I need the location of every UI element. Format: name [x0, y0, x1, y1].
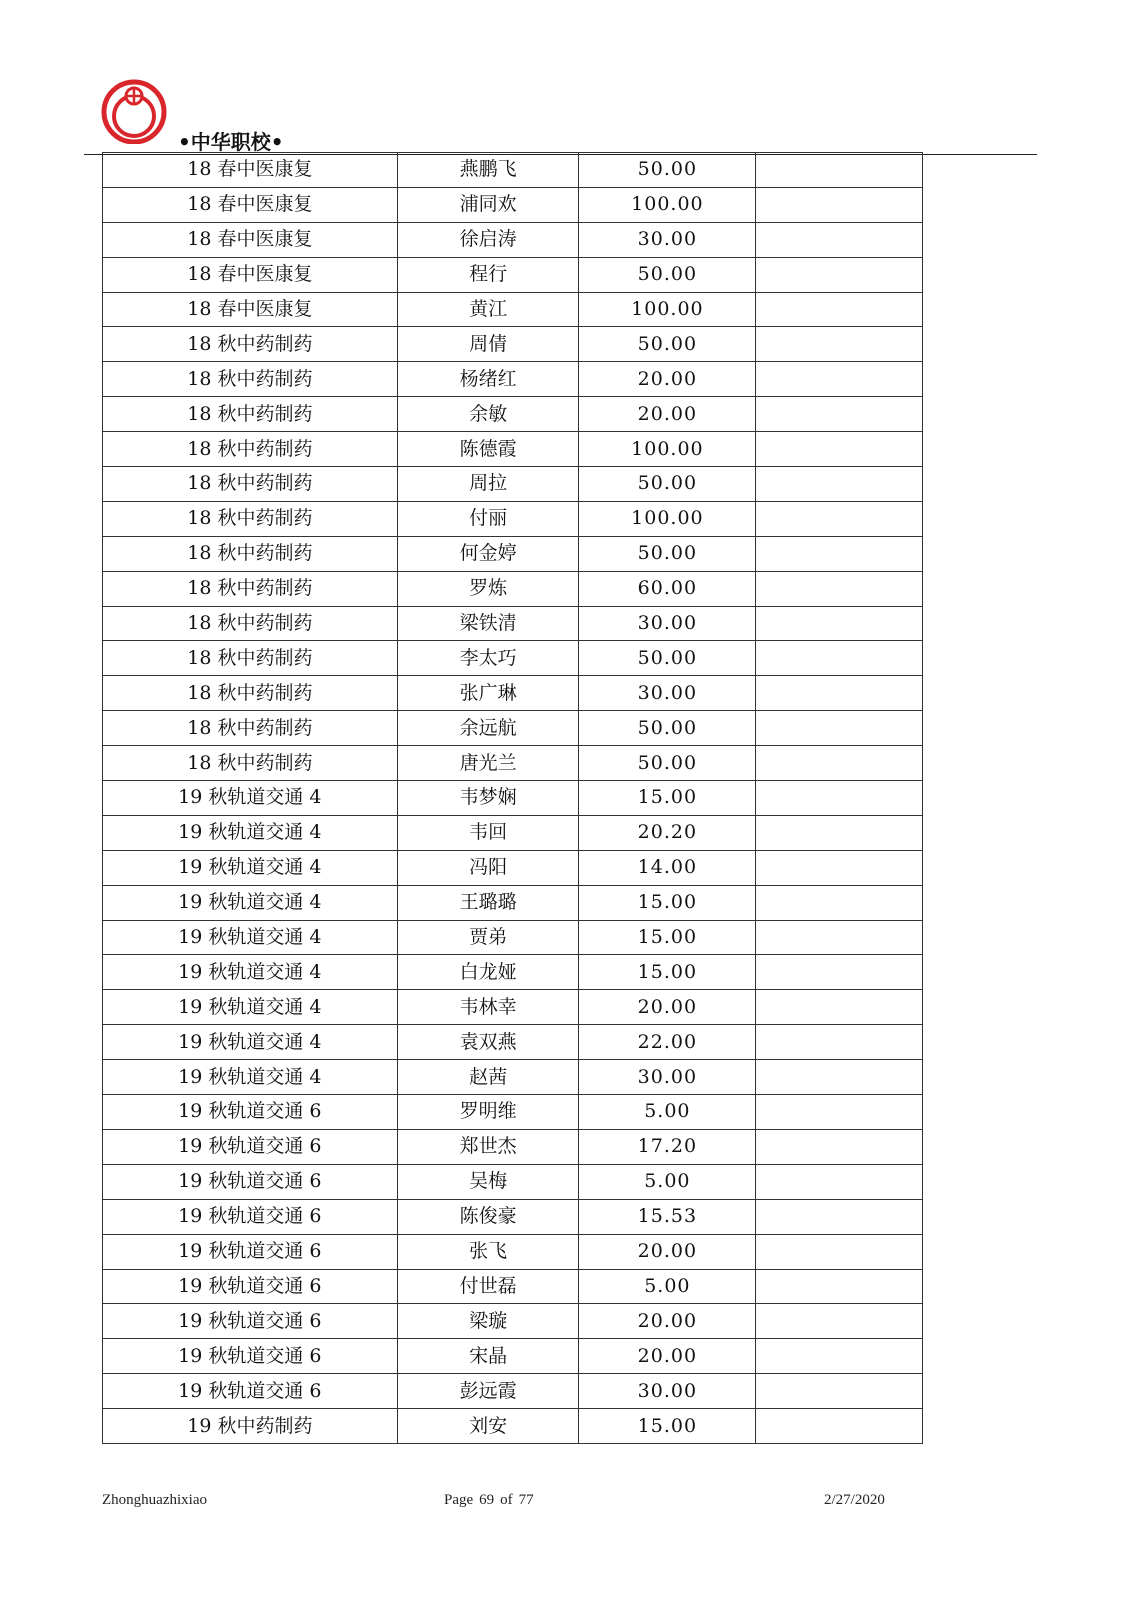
table-row: [103, 676, 923, 711]
table-row: [103, 1304, 923, 1339]
class-cell: 19 秋轨道交通 4: [103, 920, 398, 955]
amount-cell: 15.00: [579, 920, 756, 955]
class-cell: 18 秋中药制药: [103, 641, 398, 676]
table-row: [103, 397, 923, 432]
table-row: [103, 257, 923, 292]
amount-cell: 50.00: [579, 711, 756, 746]
amount-cell: 15.53: [579, 1199, 756, 1234]
name-cell: 彭远霞: [397, 1374, 579, 1409]
class-cell: 19 秋轨道交通 6: [103, 1269, 398, 1304]
amount-cell: 30.00: [579, 606, 756, 641]
class-cell: 18 秋中药制药: [103, 536, 398, 571]
note-cell: [756, 641, 923, 676]
amount-cell: 30.00: [579, 676, 756, 711]
name-cell: 周拉: [397, 467, 579, 502]
amount-cell: 17.20: [579, 1129, 756, 1164]
name-cell: 宋晶: [397, 1339, 579, 1374]
amount-cell: 60.00: [579, 571, 756, 606]
amount-cell: 5.00: [579, 1095, 756, 1130]
note-cell: [756, 536, 923, 571]
name-cell: 付世磊: [397, 1269, 579, 1304]
table-row: [103, 1025, 923, 1060]
note-cell: [756, 1060, 923, 1095]
note-cell: [756, 501, 923, 536]
table-body: [103, 153, 923, 1444]
class-cell: 19 秋轨道交通 4: [103, 815, 398, 850]
name-cell: 张广琳: [397, 676, 579, 711]
note-cell: [756, 467, 923, 502]
amount-cell: 14.00: [579, 850, 756, 885]
note-cell: [756, 1095, 923, 1130]
class-cell: 19 秋轨道交通 4: [103, 955, 398, 990]
note-cell: [756, 222, 923, 257]
table-row: [103, 641, 923, 676]
name-cell: 梁璇: [397, 1304, 579, 1339]
name-cell: 付丽: [397, 501, 579, 536]
class-cell: 18 秋中药制药: [103, 467, 398, 502]
name-cell: 周倩: [397, 327, 579, 362]
note-cell: [756, 885, 923, 920]
amount-cell: 15.00: [579, 1409, 756, 1444]
class-cell: 19 秋轨道交通 4: [103, 885, 398, 920]
amount-cell: 50.00: [579, 536, 756, 571]
table-row: [103, 432, 923, 467]
table-row: [103, 1199, 923, 1234]
name-cell: 罗炼: [397, 571, 579, 606]
class-cell: 18 秋中药制药: [103, 501, 398, 536]
table-row: [103, 920, 923, 955]
name-cell: 陈德霞: [397, 432, 579, 467]
amount-cell: 30.00: [579, 1374, 756, 1409]
name-cell: 程行: [397, 257, 579, 292]
class-cell: 18 秋中药制药: [103, 362, 398, 397]
class-cell: 19 秋轨道交通 6: [103, 1129, 398, 1164]
amount-cell: 20.00: [579, 990, 756, 1025]
note-cell: [756, 990, 923, 1025]
note-cell: [756, 1339, 923, 1374]
table-row: [103, 327, 923, 362]
amount-cell: 20.00: [579, 397, 756, 432]
amount-cell: 15.00: [579, 885, 756, 920]
table-row: [103, 1129, 923, 1164]
name-cell: 燕鹏飞: [397, 153, 579, 188]
page-word: Page: [444, 1492, 474, 1508]
donation-table: [102, 152, 923, 1444]
name-cell: 贾弟: [397, 920, 579, 955]
name-cell: 郑世杰: [397, 1129, 579, 1164]
table-row: [103, 885, 923, 920]
note-cell: [756, 815, 923, 850]
class-cell: 19 秋轨道交通 6: [103, 1164, 398, 1199]
table-row: [103, 571, 923, 606]
page-total: 77: [518, 1492, 534, 1508]
amount-cell: 20.00: [579, 362, 756, 397]
note-cell: [756, 1129, 923, 1164]
name-cell: 冯阳: [397, 850, 579, 885]
class-cell: 18 春中医康复: [103, 153, 398, 188]
school-name: •中华职校•: [178, 130, 284, 154]
table-row: [103, 1095, 923, 1130]
note-cell: [756, 187, 923, 222]
table-row: [103, 1060, 923, 1095]
class-cell: 19 秋中药制药: [103, 1409, 398, 1444]
note-cell: [756, 746, 923, 781]
name-cell: 何金婷: [397, 536, 579, 571]
table-row: [103, 850, 923, 885]
note-cell: [756, 606, 923, 641]
amount-cell: 50.00: [579, 746, 756, 781]
class-cell: 19 秋轨道交通 4: [103, 781, 398, 816]
note-cell: [756, 1374, 923, 1409]
class-cell: 18 秋中药制药: [103, 327, 398, 362]
class-cell: 19 秋轨道交通 6: [103, 1339, 398, 1374]
class-cell: 19 秋轨道交通 6: [103, 1234, 398, 1269]
amount-cell: 50.00: [579, 327, 756, 362]
name-cell: 余远航: [397, 711, 579, 746]
class-cell: 19 秋轨道交通 6: [103, 1199, 398, 1234]
name-cell: 陈俊豪: [397, 1199, 579, 1234]
table-row: [103, 1409, 923, 1444]
note-cell: [756, 955, 923, 990]
table-row: [103, 187, 923, 222]
name-cell: 韦梦娴: [397, 781, 579, 816]
name-cell: 李太巧: [397, 641, 579, 676]
note-cell: [756, 920, 923, 955]
class-cell: 18 春中医康复: [103, 257, 398, 292]
note-cell: [756, 1199, 923, 1234]
amount-cell: 100.00: [579, 292, 756, 327]
note-cell: [756, 153, 923, 188]
footer-date: 2/27/2020: [824, 1492, 885, 1508]
amount-cell: 22.00: [579, 1025, 756, 1060]
name-cell: 赵茜: [397, 1060, 579, 1095]
note-cell: [756, 1234, 923, 1269]
note-cell: [756, 1025, 923, 1060]
name-cell: 罗明维: [397, 1095, 579, 1130]
amount-cell: 50.00: [579, 641, 756, 676]
table-row: [103, 781, 923, 816]
note-cell: [756, 257, 923, 292]
school-emblem-icon: [100, 78, 172, 144]
amount-cell: 50.00: [579, 257, 756, 292]
name-cell: 张飞: [397, 1234, 579, 1269]
amount-cell: 100.00: [579, 187, 756, 222]
class-cell: 18 秋中药制药: [103, 397, 398, 432]
name-cell: 余敏: [397, 397, 579, 432]
table-row: [103, 606, 923, 641]
table-row: [103, 292, 923, 327]
class-cell: 18 秋中药制药: [103, 432, 398, 467]
amount-cell: 5.00: [579, 1269, 756, 1304]
amount-cell: 100.00: [579, 432, 756, 467]
class-cell: 18 秋中药制药: [103, 571, 398, 606]
class-cell: 19 秋轨道交通 6: [103, 1374, 398, 1409]
amount-cell: 15.00: [579, 955, 756, 990]
table-row: [103, 746, 923, 781]
note-cell: [756, 1304, 923, 1339]
class-cell: 19 秋轨道交通 4: [103, 1025, 398, 1060]
name-cell: 徐启涛: [397, 222, 579, 257]
note-cell: [756, 292, 923, 327]
table-row: [103, 536, 923, 571]
table-row: [103, 153, 923, 188]
table-row: [103, 222, 923, 257]
footer-school: Zhonghuazhixiao: [102, 1492, 207, 1508]
amount-cell: 30.00: [579, 222, 756, 257]
name-cell: 韦回: [397, 815, 579, 850]
name-cell: 韦林幸: [397, 990, 579, 1025]
note-cell: [756, 571, 923, 606]
class-cell: 18 秋中药制药: [103, 676, 398, 711]
amount-cell: 50.00: [579, 467, 756, 502]
note-cell: [756, 1269, 923, 1304]
class-cell: 18 秋中药制药: [103, 606, 398, 641]
note-cell: [756, 1164, 923, 1199]
note-cell: [756, 781, 923, 816]
name-cell: 刘安: [397, 1409, 579, 1444]
class-cell: 19 秋轨道交通 4: [103, 990, 398, 1025]
table-row: [103, 1269, 923, 1304]
table-row: [103, 467, 923, 502]
class-cell: 18 秋中药制药: [103, 746, 398, 781]
note-cell: [756, 1409, 923, 1444]
name-cell: 浦同欢: [397, 187, 579, 222]
amount-cell: 20.20: [579, 815, 756, 850]
table-row: [103, 1164, 923, 1199]
name-cell: 袁双燕: [397, 1025, 579, 1060]
class-cell: 19 秋轨道交通 6: [103, 1304, 398, 1339]
note-cell: [756, 397, 923, 432]
class-cell: 18 秋中药制药: [103, 711, 398, 746]
note-cell: [756, 676, 923, 711]
class-cell: 19 秋轨道交通 4: [103, 1060, 398, 1095]
page-number: 69: [479, 1492, 495, 1508]
table-row: [103, 815, 923, 850]
table-row: [103, 1234, 923, 1269]
amount-cell: 100.00: [579, 501, 756, 536]
class-cell: 18 春中医康复: [103, 292, 398, 327]
note-cell: [756, 362, 923, 397]
of-word: of: [500, 1492, 513, 1508]
note-cell: [756, 850, 923, 885]
class-cell: 18 春中医康复: [103, 187, 398, 222]
table-row: [103, 1374, 923, 1409]
note-cell: [756, 327, 923, 362]
class-cell: 18 春中医康复: [103, 222, 398, 257]
table-row: [103, 1339, 923, 1374]
name-cell: 吴梅: [397, 1164, 579, 1199]
class-cell: 19 秋轨道交通 6: [103, 1095, 398, 1130]
class-cell: 19 秋轨道交通 4: [103, 850, 398, 885]
name-cell: 白龙娅: [397, 955, 579, 990]
table-row: [103, 990, 923, 1025]
name-cell: 梁铁清: [397, 606, 579, 641]
name-cell: 王璐璐: [397, 885, 579, 920]
table-row: [103, 501, 923, 536]
amount-cell: 20.00: [579, 1234, 756, 1269]
amount-cell: 15.00: [579, 781, 756, 816]
note-cell: [756, 711, 923, 746]
note-cell: [756, 432, 923, 467]
name-cell: 杨绪红: [397, 362, 579, 397]
amount-cell: 5.00: [579, 1164, 756, 1199]
page-indicator: [444, 1492, 540, 1509]
amount-cell: 20.00: [579, 1339, 756, 1374]
table-row: [103, 955, 923, 990]
table-row: [103, 711, 923, 746]
name-cell: 唐光兰: [397, 746, 579, 781]
amount-cell: 50.00: [579, 153, 756, 188]
table-row: [103, 362, 923, 397]
amount-cell: 20.00: [579, 1304, 756, 1339]
amount-cell: 30.00: [579, 1060, 756, 1095]
name-cell: 黄江: [397, 292, 579, 327]
